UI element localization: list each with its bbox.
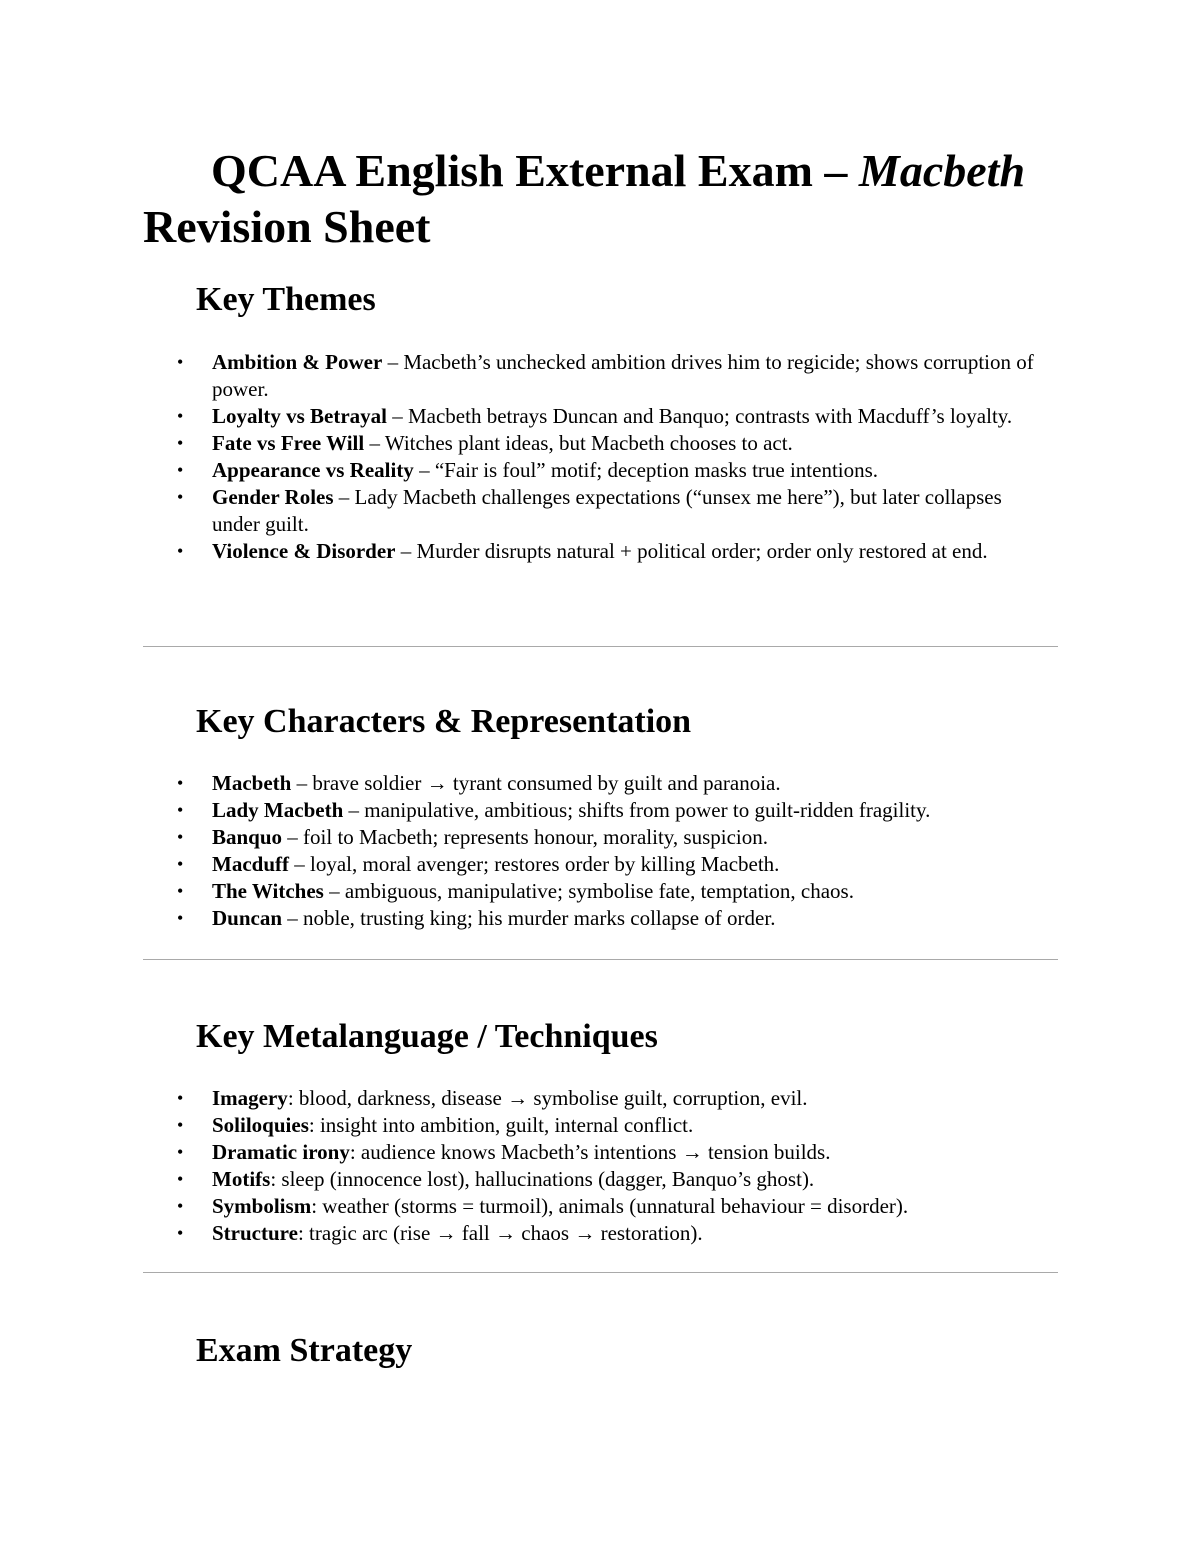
item-term: Gender Roles [212, 485, 334, 509]
list-item [143, 538, 1043, 565]
list-item [143, 430, 1043, 457]
item-term: Macduff [212, 852, 289, 876]
bullet-icon: • [177, 773, 184, 793]
key-characters-list [143, 770, 1043, 932]
item-text: : weather (storms = turmoil), animals (unnatural behaviour = disorder). [311, 1194, 909, 1218]
section-heading-key-metalanguage: Key Metalanguage / Techniques [196, 1018, 658, 1055]
item-term: Symbolism [212, 1194, 312, 1218]
item-text: – Lady Macbeth challenges expectations (“unsex me here”), but later collapses under guilt. [212, 485, 1002, 536]
bullet-icon: • [177, 487, 184, 507]
list-item [143, 484, 1043, 538]
item-text: : insight into ambition, guilt, internal conflict. [308, 1113, 694, 1137]
bullet-icon: • [177, 800, 184, 820]
bullet-icon: • [177, 1196, 184, 1216]
item-term: Appearance vs Reality [212, 458, 414, 482]
list-item [143, 797, 1043, 824]
item-text: – Witches plant ideas, but Macbeth chooses to act. [364, 431, 793, 455]
section-divider [143, 959, 1058, 960]
list-item [143, 457, 1043, 484]
item-text: : sleep (innocence lost), hallucinations (dagger, Banquo’s ghost). [270, 1167, 815, 1191]
list-item [143, 1139, 1043, 1166]
bullet-icon: • [177, 352, 184, 372]
item-term: Structure [212, 1221, 298, 1245]
title-rest: Revision Sheet [143, 201, 431, 252]
bullet-icon: • [177, 854, 184, 874]
bullet-icon: • [177, 881, 184, 901]
title-italic: Macbeth [858, 145, 1026, 196]
list-item [143, 1085, 1043, 1112]
item-term: Duncan [212, 906, 283, 930]
item-text: – manipulative, ambitious; shifts from power to guilt-ridden fragility. [343, 798, 931, 822]
item-text: – “Fair is foul” motif; deception masks true intentions. [413, 458, 879, 482]
section-heading-key-themes: Key Themes [196, 281, 376, 318]
section-divider [143, 646, 1058, 647]
item-term: Lady Macbeth [212, 798, 344, 822]
item-text: : tragic arc (rise → fall → chaos → restoration). [297, 1221, 703, 1245]
bullet-icon: • [177, 406, 184, 426]
item-term: Loyalty vs Betrayal [212, 404, 387, 428]
bullet-icon: • [177, 1115, 184, 1135]
bullet-icon: • [177, 433, 184, 453]
section-heading-exam-strategy: Exam Strategy [196, 1332, 413, 1369]
item-term: Soliloquies [212, 1113, 309, 1137]
bullet-icon: • [177, 1169, 184, 1189]
item-text: – foil to Macbeth; represents honour, morality, suspicion. [282, 825, 768, 849]
list-item [143, 770, 1043, 797]
item-term: Violence & Disorder [212, 539, 396, 563]
item-term: Dramatic irony [212, 1140, 350, 1164]
item-text: : audience knows Macbeth’s intentions → tension builds. [349, 1140, 831, 1164]
bullet-icon: • [177, 460, 184, 480]
section-heading-key-characters: Key Characters & Representation [196, 703, 692, 740]
list-item [143, 1193, 1043, 1220]
item-term: Imagery [212, 1086, 288, 1110]
item-text: – brave soldier → tyrant consumed by guilt and paranoia. [291, 771, 781, 795]
bullet-icon: • [177, 908, 184, 928]
item-term: Macbeth [212, 771, 292, 795]
list-item [143, 1220, 1043, 1247]
item-term: Fate vs Free Will [212, 431, 365, 455]
title-main: QCAA English External Exam – [211, 145, 859, 196]
item-text: – Murder disrupts natural + political order; order only restored at end. [395, 539, 988, 563]
bullet-icon: • [177, 1088, 184, 1108]
item-text: : blood, darkness, disease → symbolise guilt, corruption, evil. [287, 1086, 808, 1110]
list-item [143, 349, 1043, 403]
bullet-icon: • [177, 1142, 184, 1162]
bullet-icon: • [177, 541, 184, 561]
item-text: – Macbeth’s unchecked ambition drives him to regicide; shows corruption of power. [212, 350, 1034, 401]
list-item [143, 403, 1043, 430]
item-term: The Witches [212, 879, 324, 903]
item-text: – noble, trusting king; his murder marks collapse of order. [282, 906, 776, 930]
bullet-icon: • [177, 1223, 184, 1243]
item-term: Banquo [212, 825, 283, 849]
list-item [143, 878, 1043, 905]
list-item [143, 824, 1043, 851]
bullet-icon: • [177, 827, 184, 847]
list-item [143, 1166, 1043, 1193]
key-metalanguage-list [143, 1085, 1043, 1247]
item-text: – Macbeth betrays Duncan and Banquo; contrasts with Macduff’s loyalty. [386, 404, 1013, 428]
item-text: – loyal, moral avenger; restores order by killing Macbeth. [289, 852, 780, 876]
item-term: Ambition & Power [212, 350, 383, 374]
item-text: – ambiguous, manipulative; symbolise fate, temptation, chaos. [323, 879, 854, 903]
item-term: Motifs [212, 1167, 271, 1191]
document-title [143, 143, 1063, 255]
list-item [143, 1112, 1043, 1139]
list-item [143, 905, 1043, 932]
section-divider [143, 1272, 1058, 1273]
key-themes-list [143, 349, 1043, 565]
list-item [143, 851, 1043, 878]
